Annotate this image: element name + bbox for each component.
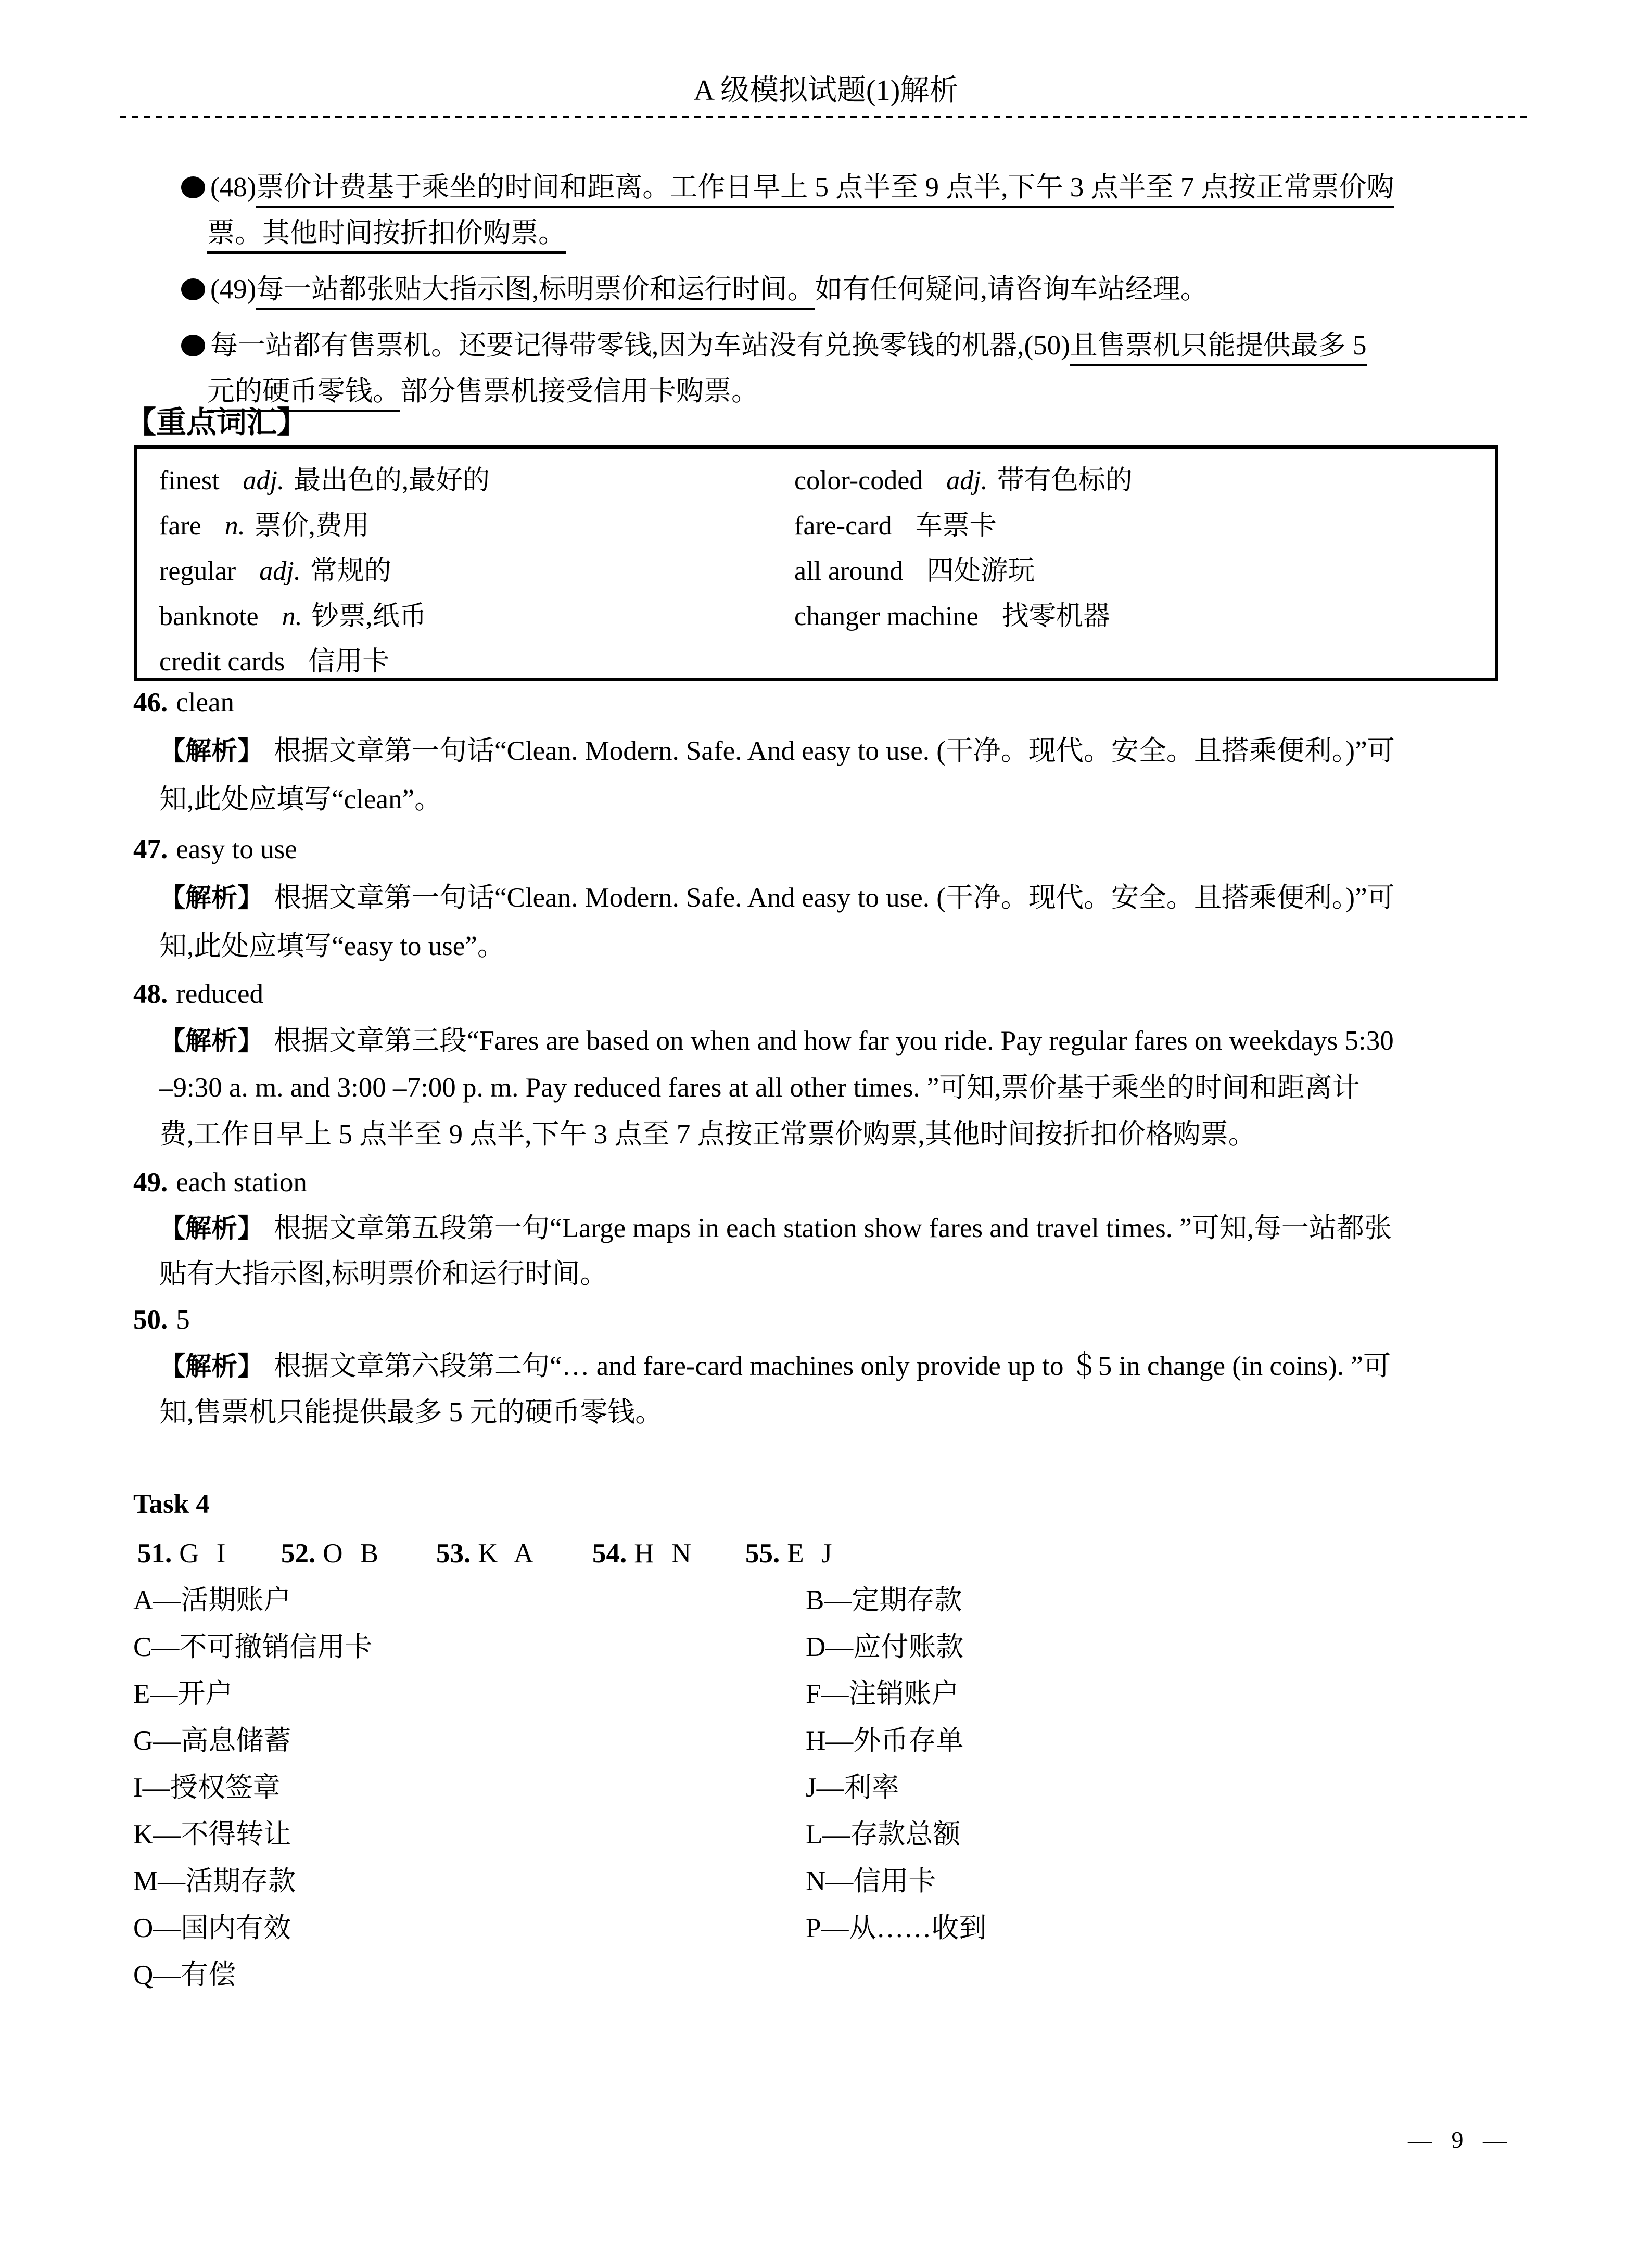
answer-letters: K A [478,1538,534,1569]
vocab-pos: adj. [259,556,301,586]
vocab-meaning: 四处游玩 [926,556,1035,586]
page-title: A 级模拟试题(1)解析 [693,74,959,107]
analysis-text: –9:30 a. m. and 3:00 –7:00 p. m. Pay reduced fares at all other times. ”可知,票价基于乘坐的时间和距离计 [159,1073,1360,1103]
option-left: E—开户 [133,1679,233,1709]
vocab-pos: n. [224,511,245,541]
option-row-3 [133,1670,1539,1718]
page-number: — 9 — [1408,2126,1507,2153]
analysis-text: 根据文章第一句话“Clean. Modern. Safe. And easy to use. (干净。现代。安全。且搭乘便利。)”可 [274,736,1395,766]
vocab-row [137,639,1495,684]
option-left: A—活期账户 [133,1585,291,1615]
question-50 [133,1296,190,1344]
vocab-entry [159,503,370,549]
bullet-text: 每一站都有售票机。还要记得带零钱,因为车站没有兑换零钱的机器,(50) [210,330,1070,361]
vocab-row [137,594,1495,639]
question-50-analysis-2 [159,1388,663,1436]
vocab-row [137,458,1495,503]
answer-54 [592,1530,691,1577]
question-46-analysis-2 [159,775,442,823]
vocab-meaning: 钞票,纸币 [311,602,427,631]
vocab-entry [159,549,391,594]
analysis-label: 【解析】 [159,883,263,912]
question-number: 47. [133,834,168,864]
option-row-2 [133,1623,1539,1671]
option-right: D—应付账款 [806,1632,964,1662]
question-number: 48. [133,979,168,1009]
option-left: Q—有偿 [133,1960,236,1990]
vocab-entry [794,639,818,684]
vocab-entry [794,549,1035,594]
question-answer: easy to use [176,834,297,864]
question-answer: reduced [176,979,263,1009]
analysis-label: 【解析】 [159,736,263,766]
option-row-5 [133,1764,1539,1812]
bullet-text: (48) [210,172,257,202]
vocab-meaning: 信用卡 [308,647,390,677]
vocab-meaning: 带有色标的 [997,466,1133,495]
vocab-word: color-coded [794,466,923,495]
question-number: 49. [133,1167,168,1198]
vocab-meaning: 车票卡 [915,511,997,541]
vocab-box [134,445,1498,681]
answer-55 [745,1530,832,1577]
option-left: I—授权签章 [133,1773,281,1803]
option-row-4 [133,1717,1539,1765]
bullet-text: 如有任何疑问,请咨询车站经理。 [815,274,1208,304]
option-left: K—不得转让 [133,1819,291,1850]
vocab-entry [794,458,1133,503]
analysis-label: 【解析】 [159,1214,263,1243]
question-answer: 5 [176,1305,190,1335]
bullet-3-line-1 [210,322,1367,370]
vocab-pos: adj. [946,466,988,495]
analysis-text: 贴有大指示图,标明票价和运行时间。 [159,1259,608,1289]
vocab-meaning: 找零机器 [1001,602,1110,631]
underlined-text: 票。其他时间按折扣价购票。 [207,218,566,254]
question-48-analysis-2 [159,1064,1360,1112]
vocab-entry [794,594,1110,639]
option-row-8 [133,1904,1539,1952]
analysis-text: 根据文章第三段“Fares are based on when and how far you ride. Pay regular fares on weekdays 5:30 [274,1026,1394,1056]
option-row-1 [133,1576,1539,1624]
analysis-text: 知,此处应填写“clean”。 [159,784,442,814]
bullet-icon [181,335,205,356]
analysis-text: 知,此处应填写“easy to use”。 [159,931,505,961]
bullet-1-line-2 [207,209,566,257]
answer-letters: E J [787,1538,832,1569]
answer-number: 53. [436,1538,471,1569]
vocab-heading: 【重点词汇】 [126,405,308,439]
underlined-text: 元的硬币零钱。 [207,376,400,412]
analysis-text: 根据文章第五段第一句“Large maps in each station show fares and travel times. ”可知,每一站都张 [274,1213,1392,1243]
bullet-text: 部分售票机接受信用卡购票。 [400,376,759,406]
question-47 [133,825,297,873]
question-48-analysis-1 [159,1017,1394,1065]
vocab-word: fare-card [794,511,892,541]
vocab-word: changer machine [794,602,979,631]
option-left: G—高息储蓄 [133,1726,291,1756]
question-46 [133,679,234,727]
vocab-word: credit cards [159,647,285,677]
vocab-word: all around [794,556,904,586]
task4-answers-row [133,1530,1539,1577]
answer-letters: G I [179,1538,226,1569]
answer-letters: H N [634,1538,692,1569]
question-47-analysis-1 [159,874,1395,922]
vocab-meaning: 票价,费用 [254,511,370,541]
bullet-icon [181,176,205,198]
option-row-7 [133,1857,1539,1905]
answer-number: 51. [137,1538,172,1569]
option-left: O—国内有效 [133,1913,291,1943]
option-right: J—利率 [806,1773,899,1803]
vocab-meaning: 最出色的,最好的 [293,466,490,495]
task4-title: Task 4 [133,1489,210,1519]
answer-52 [281,1530,378,1577]
answer-53 [436,1530,533,1577]
option-left: C—不可撤销信用卡 [133,1632,373,1662]
option-right: P—从……收到 [806,1913,987,1943]
bullet-text: (49) [210,274,257,304]
analysis-text: 根据文章第六段第二句“… and fare-card machines only provide up to ＄5 in change (in coins). ”可 [274,1351,1391,1381]
option-right: B—定期存款 [806,1585,962,1615]
vocab-row [137,549,1495,594]
vocab-entry [159,639,389,684]
vocab-meaning: 常规的 [310,556,391,586]
answer-number: 52. [281,1538,316,1569]
vocab-row [137,503,1495,549]
bullet-1-line-1 [210,163,1394,211]
option-right: H—外币存单 [806,1726,964,1756]
header-dashed-rule [120,116,1532,118]
question-49 [133,1158,307,1206]
option-row-9 [133,1951,1539,1999]
question-49-analysis-1 [159,1204,1392,1252]
vocab-pos: adj. [243,466,284,495]
vocab-entry [794,503,997,549]
answer-letters: O B [323,1538,379,1569]
answer-number: 55. [745,1538,780,1569]
option-right: L—存款总额 [806,1819,961,1850]
vocab-word: fare [159,511,201,541]
underlined-text: 每一站都张贴大指示图,标明票价和运行时间。 [256,274,815,310]
question-48-analysis-3 [159,1111,1256,1158]
vocab-entry [159,458,490,503]
bullet-icon [181,278,205,300]
underlined-text: 票价计费基于乘坐的时间和距离。工作日早上 5 点半至 9 点半,下午 3 点半至 7 点按正常票价购 [256,172,1394,208]
question-answer: clean [176,687,235,718]
analysis-text: 费,工作日早上 5 点半至 9 点半,下午 3 点至 7 点按正常票价购票,其他时间按折扣价格购票。 [159,1119,1256,1150]
vocab-word: banknote [159,602,259,631]
question-number: 46. [133,687,168,718]
bullet-2-line-1 [210,265,1208,313]
option-left: M—活期存款 [133,1866,296,1896]
underlined-text: 且售票机只能提供最多 5 [1070,330,1367,366]
analysis-label: 【解析】 [159,1026,263,1055]
question-49-analysis-2 [159,1250,607,1298]
option-right: N—信用卡 [806,1866,936,1896]
question-46-analysis-1 [159,727,1395,775]
question-50-analysis-1 [159,1342,1391,1390]
analysis-text: 知,售票机只能提供最多 5 元的硬币零钱。 [159,1397,663,1428]
question-47-analysis-2 [159,922,505,970]
vocab-entry [159,594,427,639]
question-number: 50. [133,1305,168,1335]
vocab-word: finest [159,466,220,495]
vocab-pos: n. [282,602,302,631]
analysis-text: 根据文章第一句话“Clean. Modern. Safe. And easy to use. (干净。现代。安全。且搭乘便利。)”可 [274,883,1395,913]
answer-51 [137,1530,225,1577]
option-right: F—注销账户 [806,1679,959,1709]
question-answer: each station [176,1167,307,1198]
question-48 [133,970,263,1018]
analysis-label: 【解析】 [159,1352,263,1381]
vocab-word: regular [159,556,236,586]
option-row-6 [133,1811,1539,1858]
answer-number: 54. [592,1538,627,1569]
